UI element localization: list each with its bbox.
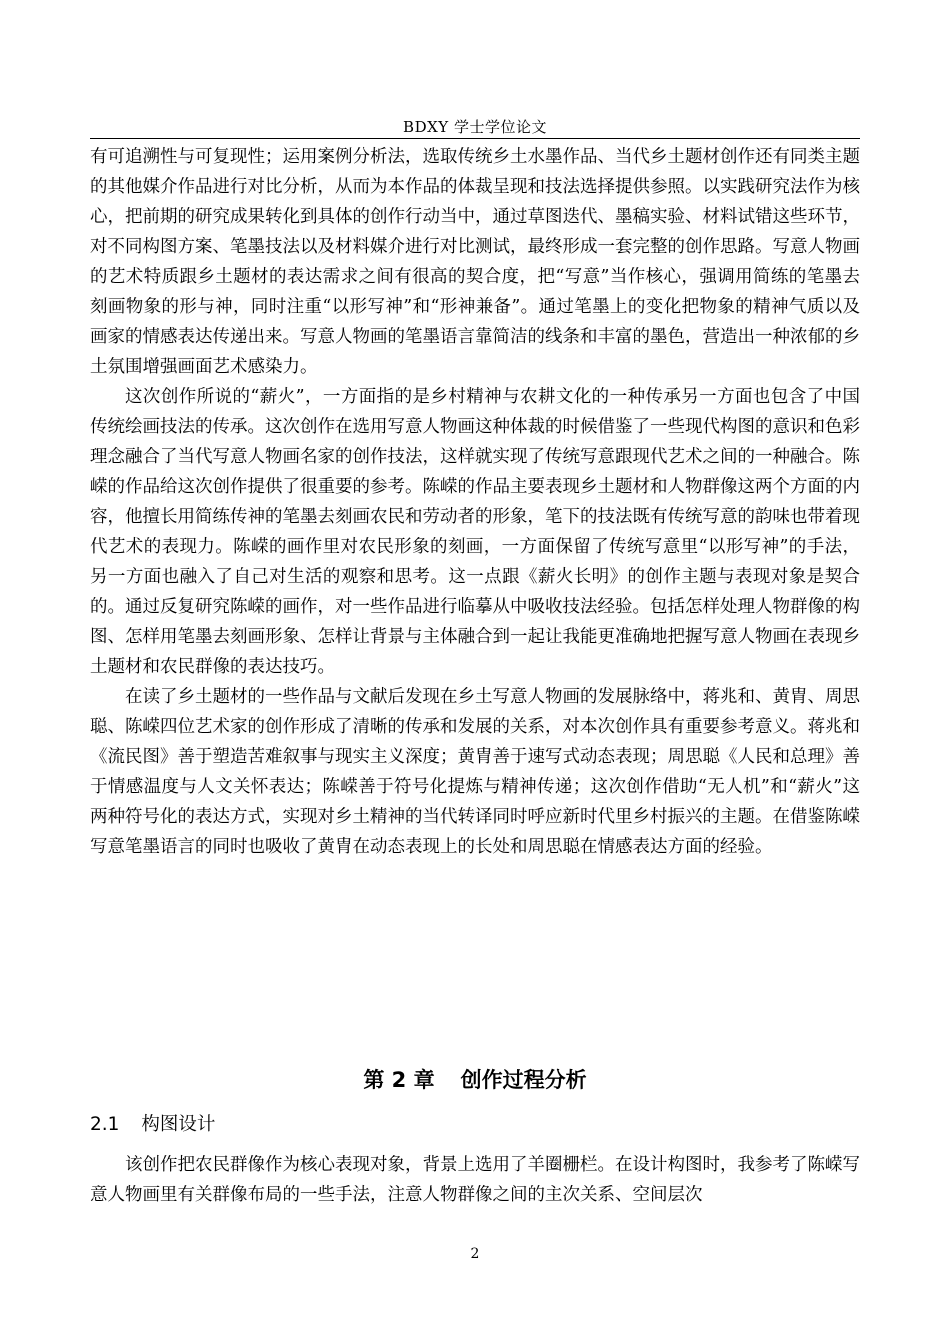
- header-divider: [90, 138, 860, 139]
- chapter-title: 创作过程分析: [460, 1068, 587, 1092]
- page-number: 2: [470, 1246, 480, 1262]
- body-text: [90, 142, 860, 862]
- section-heading: [90, 1110, 215, 1136]
- section-body: [90, 1150, 860, 1210]
- paragraph-1: 有可追溯性与可复现性；运用案例分析法，选取传统乡土水墨作品、当代乡土题材创作还有同类主题的其他媒介作品进行对比分析，从而为本作品的体裁呈现和技法选择提供参照。以实践研究法作为核心，把前期的研究成果转化到具体的创作行动当中，通过草图迭代、墨稿实验、材料试错这些环节，对不同构图方案、笔墨技法以及材料媒介进行对比测试，最终形成一套完整的创作思路。写意人物画的艺术特质跟乡土题材的表达需求之间有很高的契合度，把“写意”当作核心，强调用简练的笔墨去刻画物象的形与神，同时注重“以形写神”和“形神兼备”。通过笔墨上的变化把物象的精神气质以及画家的情感表达传递出来。写意人物画的笔墨语言靠简洁的线条和丰富的墨色，营造出一种浓郁的乡土氛围增强画面艺术感染力。: [90, 147, 860, 377]
- section-title: 构图设计: [141, 1114, 216, 1135]
- section-number: 2.1: [90, 1114, 120, 1135]
- page-header: BDXY 学士学位论文: [403, 118, 547, 136]
- section-paragraph: 该创作把农民群像作为核心表现对象，背景上选用了羊圈栅栏。在设计构图时，我参考了陈嵘写意人物画里有关群像布局的一些手法，注意人物群像之间的主次关系、空间层次: [90, 1155, 860, 1205]
- chapter-number: 第 2 章: [363, 1068, 435, 1092]
- chapter-heading: [0, 1064, 950, 1094]
- paragraph-3: 在读了乡土题材的一些作品与文献后发现在乡土写意人物画的发展脉络中，蒋兆和、黄胄、周思聪、陈嵘四位艺术家的创作形成了清晰的传承和发展的关系，对本次创作具有重要参考意义。蒋兆和《流民图》善于塑造苦难叙事与现实主义深度；黄胄善于速写式动态表现；周思聪《人民和总理》善于情感温度与人文关怀表达；陈嵘善于符号化提炼与精神传递；这次创作借助“无人机”和“薪火”这两种符号化的表达方式，实现对乡土精神的当代转译同时呼应新时代里乡村振兴的主题。在借鉴陈嵘写意笔墨语言的同时也吸收了黄胄在动态表现上的长处和周思聪在情感表达方面的经验。: [90, 687, 860, 857]
- paragraph-2: 这次创作所说的“薪火”，一方面指的是乡村精神与农耕文化的一种传承另一方面也包含了中国传统绘画技法的传承。这次创作在选用写意人物画这种体裁的时候借鉴了一些现代构图的意识和色彩理念融合了当代写意人物画名家的创作技法，这样就实现了传统写意跟现代艺术之间的一种融合。陈嵘的作品给这次创作提供了很重要的参考。陈嵘的作品主要表现乡土题材和人物群像这两个方面的内容，他擅长用简练传神的笔墨去刻画农民和劳动者的形象，笔下的技法既有传统写意的韵味也带着现代艺术的表现力。陈嵘的画作里对农民形象的刻画，一方面保留了传统写意里“以形写神”的手法，另一方面也融入了自己对生活的观察和思考。这一点跟《薪火长明》的创作主题与表现对象是契合的。通过反复研究陈嵘的画作，对一些作品进行临摹从中吸收技法经验。包括怎样处理人物群像的构图、怎样用笔墨去刻画形象、怎样让背景与主体融合到一起让我能更准确地把握写意人物画在表现乡土题材和农民群像的表达技巧。: [90, 387, 860, 677]
